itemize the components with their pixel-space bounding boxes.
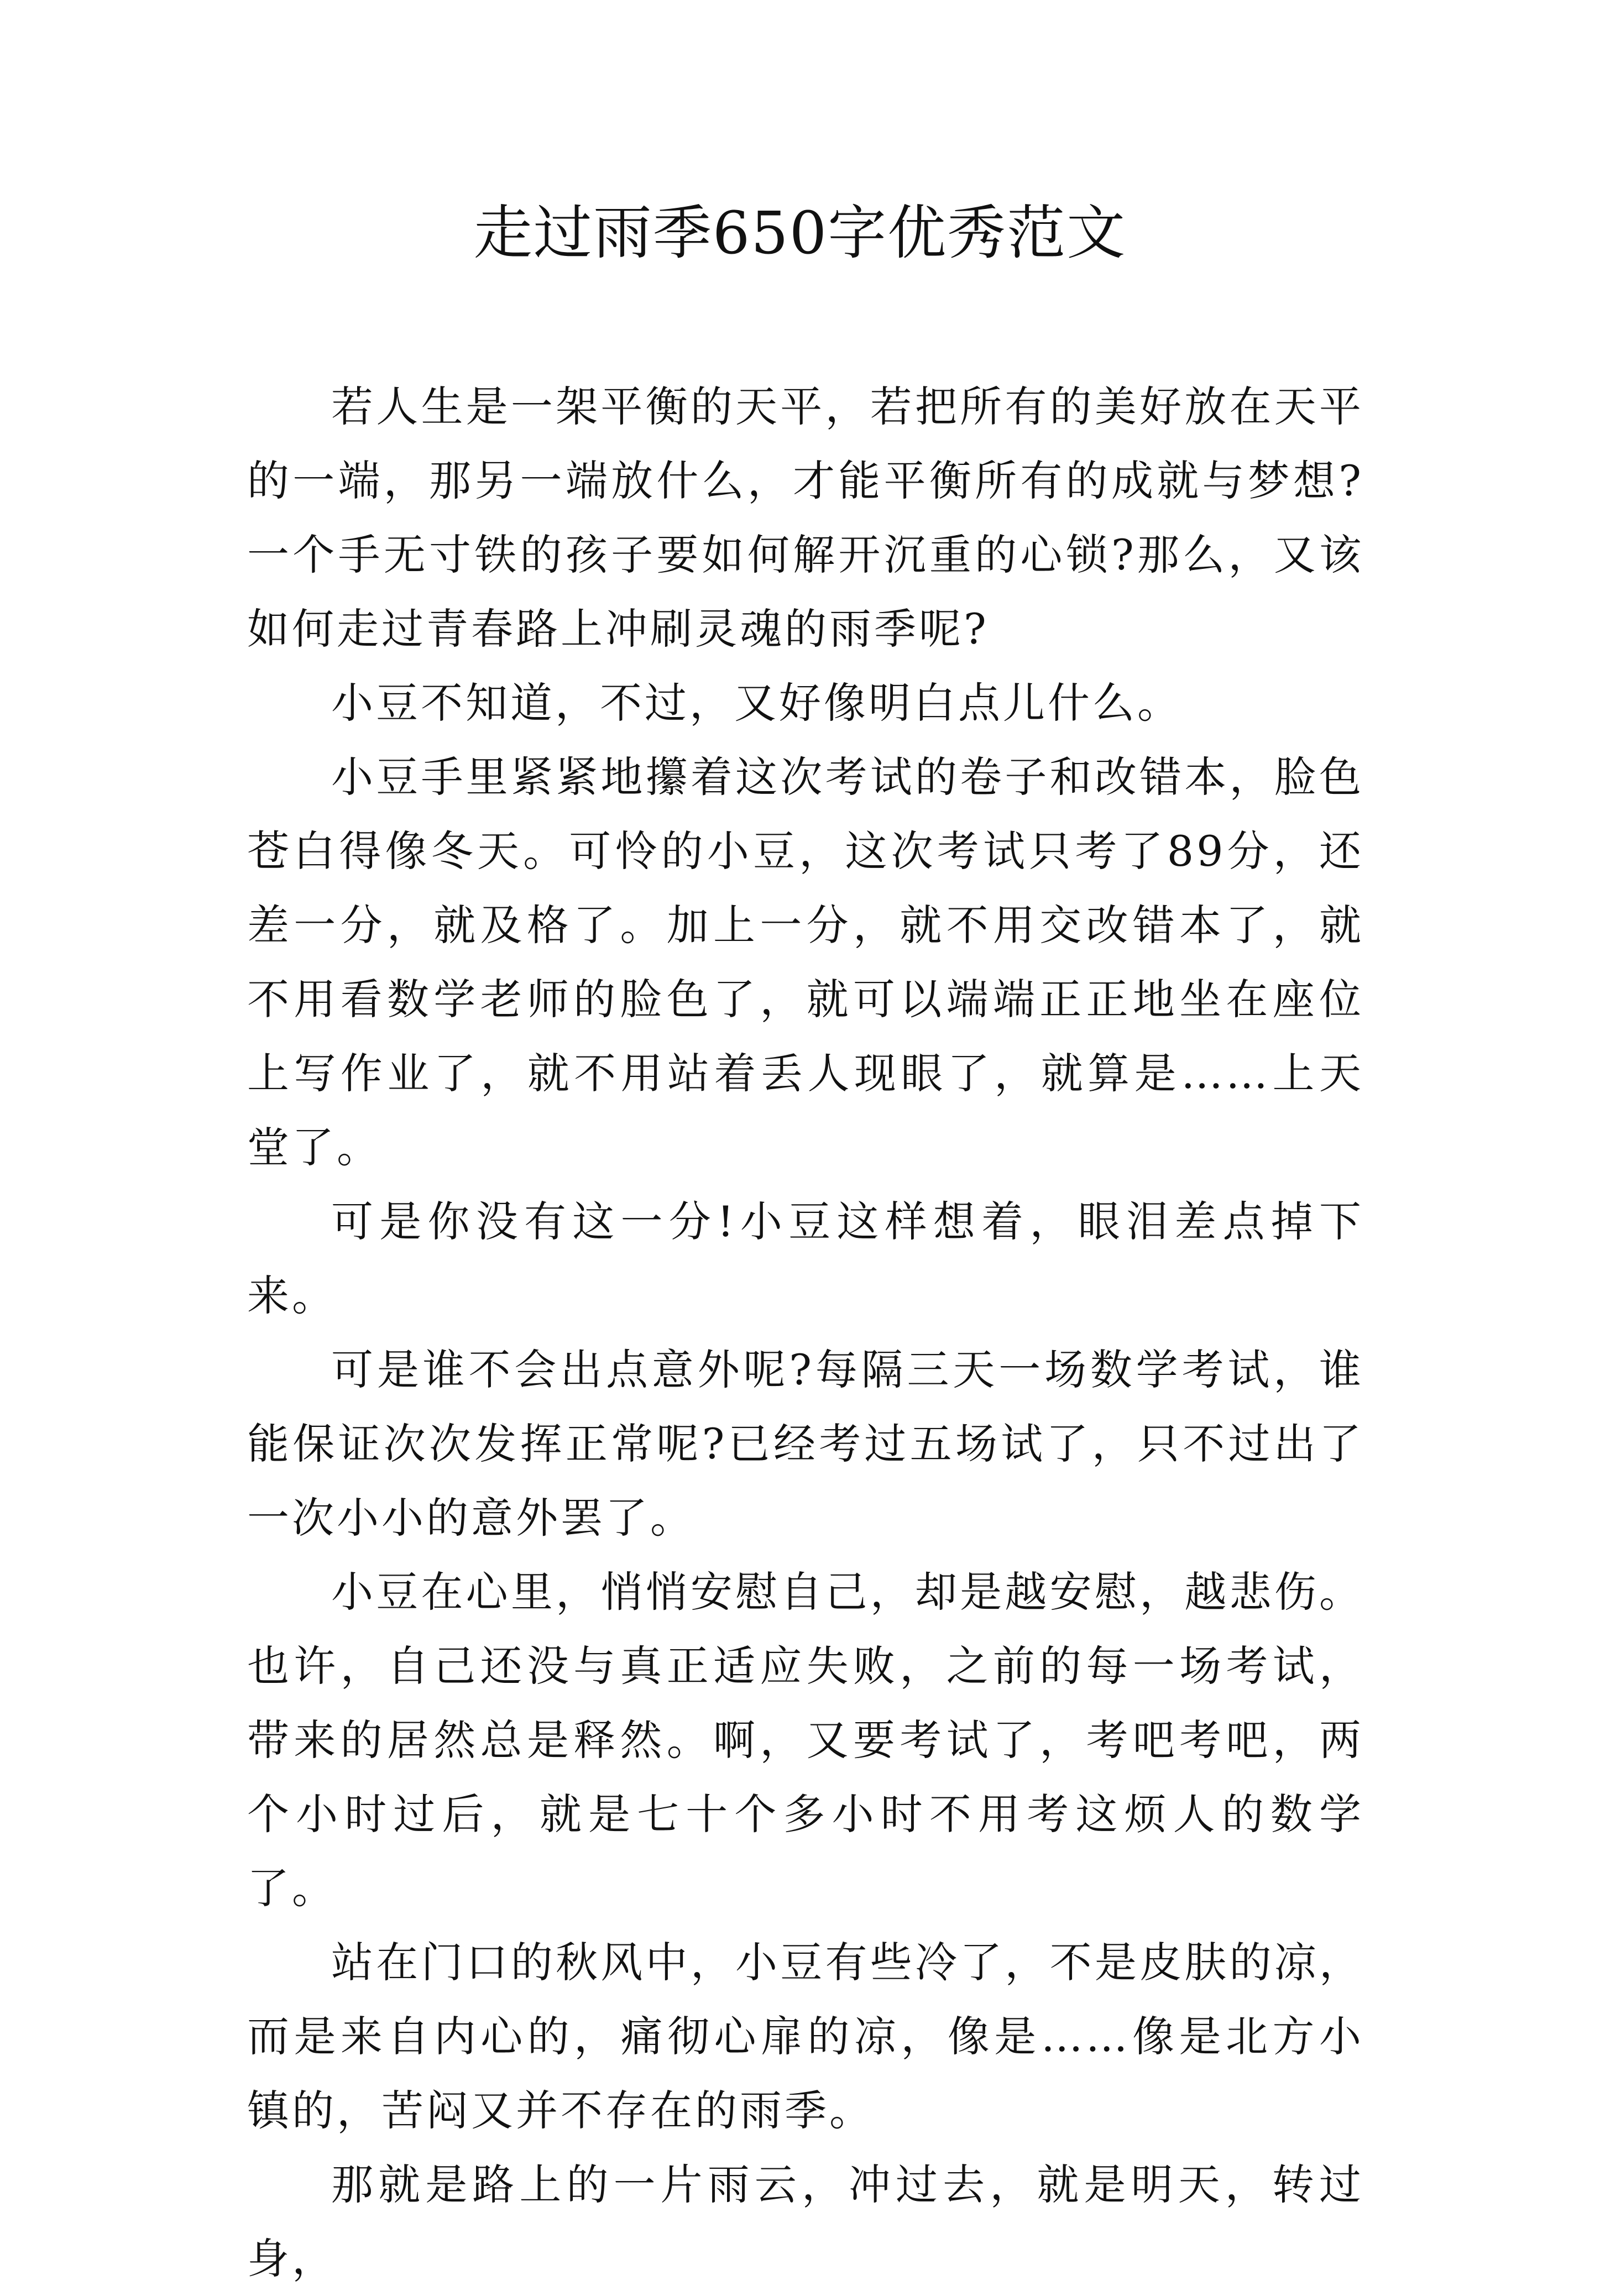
document-body [247,370,1364,2296]
paragraph: 小豆手里紧紧地攥着这次考试的卷子和改错本，脸色苍白得像冬天。可怜的小豆，这次考试只考了89分，还差一分，就及格了。加上一分，就不用交改错本了，就不用看数学老师的脸色了，就可以端端正正地坐在座位上写作业了，就不用站着丢人现眼了，就算是……上天堂了。 [247,752,1364,1172]
paragraph: 小豆在心里，悄悄安慰自己，却是越安慰，越悲伤。也许，自己还没与真正适应失败，之前的每一场考试，带来的居然总是释然。啊，又要考试了，考吧考吧，两个小时过后，就是七十个多小时不用考这烦人的数学了。 [247,1567,1364,1913]
document-title: 走过雨季650字优秀范文 [473,199,1127,267]
paragraph: 可是谁不会出点意外呢?每隔三天一场数学考试，谁能保证次次发挥正常呢?已经考过五场试了，只不过出了一次小小的意外罢了。 [247,1345,1364,1542]
paragraph: 站在门口的秋风中，小豆有些冷了，不是皮肤的凉，而是来自内心的，痛彻心扉的凉，像是……像是北方小镇的，苦闷又并不存在的雨季。 [247,1938,1364,2135]
paragraph: 那就是路上的一片雨云，冲过去，就是明天，转过身， [247,2160,1364,2283]
paragraph: 可是你没有这一分!小豆这样想着，眼泪差点掉下来。 [247,1197,1364,1320]
paragraph: 若人生是一架平衡的天平，若把所有的美好放在天平的一端，那另一端放什么，才能平衡所有的成就与梦想?一个手无寸铁的孩子要如何解开沉重的心锁?那么，又该如何走过青春路上冲刷灵魂的雨季呢? [247,382,1364,653]
paragraph: 小豆不知道，不过，又好像明白点儿什么。 [331,678,1182,728]
